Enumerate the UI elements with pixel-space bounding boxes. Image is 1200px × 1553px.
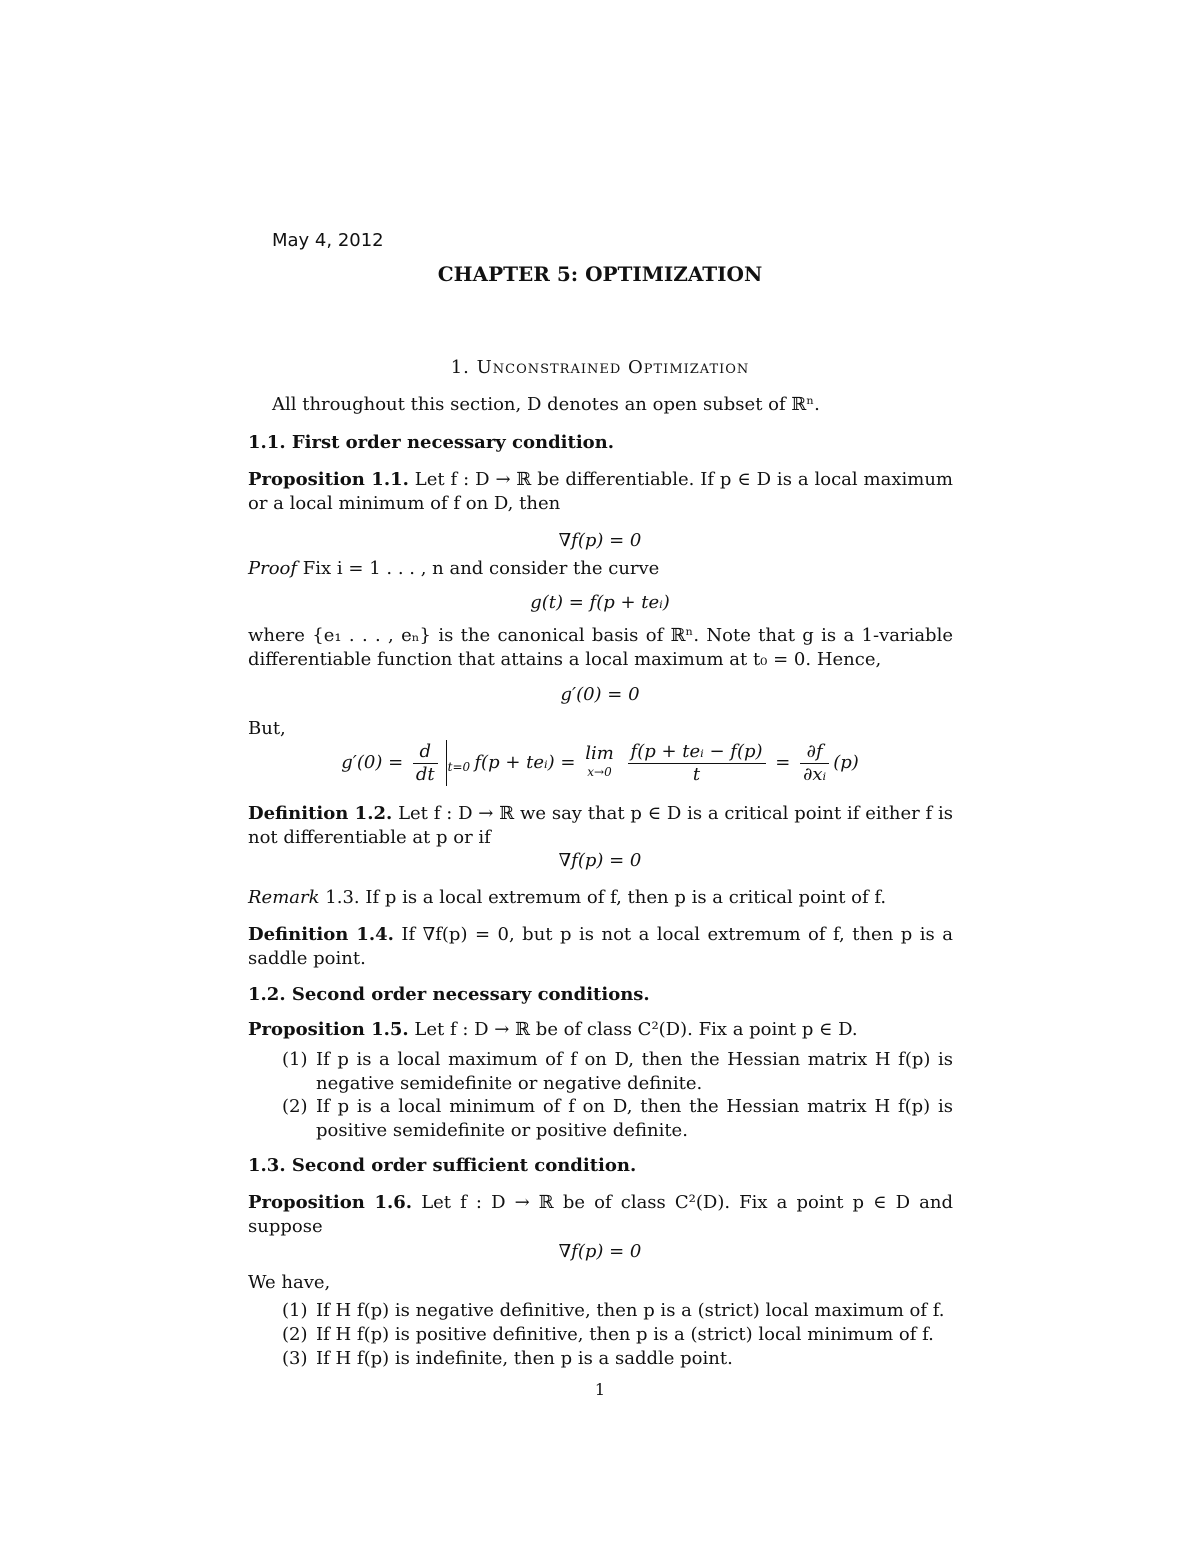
section-title: 1. Unconstrained Optimization [450, 357, 750, 378]
equation-gradient-zero: ∇f(p) = 0 [558, 530, 642, 551]
subsection-1-3: 1.3. Second order sufficient condition. [248, 1155, 637, 1176]
proof-label: Proof [248, 558, 298, 579]
subsection-1-2: 1.2. Second order necessary conditions. [248, 984, 650, 1005]
proposition-text: Let f : D → ℝ be of class C²(D). Fix a point p ∈ D and suppose [248, 1192, 953, 1237]
page-number: 1 [594, 1380, 606, 1399]
proposition-1-6 [248, 1191, 953, 1239]
proof-text: Fix i = 1 . . . , n and consider the curve [302, 558, 660, 579]
eq-limit [585, 745, 614, 781]
definition-label: Definition 1.2. [248, 803, 393, 824]
chapter-title: CHAPTER 5: OPTIMIZATION [437, 262, 763, 286]
eq-difference-quotient [628, 741, 766, 786]
list-item-number: (3) [282, 1348, 308, 1369]
eq-equals: = [775, 752, 791, 773]
eq-tail: (p) [833, 752, 859, 773]
list-item-number: (1) [282, 1300, 308, 1321]
remark-1-3 [248, 887, 886, 908]
definition-1-2 [248, 802, 953, 850]
proposition-1-5 [248, 1019, 858, 1040]
list-item-number: (2) [282, 1096, 308, 1117]
proposition-label: Proposition 1.1. [248, 469, 409, 490]
eq-partial-den: ∂xᵢ [803, 763, 827, 785]
equation-critical: ∇f(p) = 0 [558, 850, 642, 871]
list-item [282, 1299, 953, 1323]
list-item-text: If H f(p) is indefinite, then p is a saddle point. [316, 1348, 733, 1369]
equation-partial-derivative [0, 738, 1200, 788]
eq-dt: dt [415, 763, 435, 785]
proof-but: But, [248, 718, 286, 739]
proposition-label: Proposition 1.6. [248, 1192, 413, 1213]
proof-start [248, 558, 659, 579]
eq-partial-num: ∂f [800, 741, 829, 764]
eq-eval-bar [442, 740, 471, 786]
list-item [282, 1048, 953, 1096]
definition-label: Definition 1.4. [248, 924, 394, 945]
proposition-text: Let f : D → ℝ be of class C²(D). Fix a point p ∈ D. [414, 1019, 858, 1040]
equation-stationary: ∇f(p) = 0 [558, 1241, 642, 1262]
proof-where-text: where {e₁ . . . , eₙ} is the canonical basis of ℝⁿ. Note that g is a 1-variable differentiable function that attains a local maximum at t₀ = 0. Hence, [248, 625, 953, 670]
equation-curve: g(t) = f(p + teᵢ) [530, 592, 670, 613]
equation-derivative-zero: g′(0) = 0 [560, 684, 640, 705]
eq-mid: f(p + teᵢ) = [474, 752, 576, 773]
proposition-text: Let f : D → ℝ be differentiable. If p ∈ D is a local maximum or a local minimum of f on D, then [248, 469, 953, 514]
proposition-1-1 [248, 468, 953, 516]
list-item-text: If p is a local minimum of f on D, then the Hessian matrix H f(p) is positive semidefinite or positive definite. [316, 1096, 953, 1141]
list-item [282, 1347, 953, 1371]
eq-d-dt-fraction [413, 741, 438, 786]
remark-text: 1.3. If p is a local extremum of f, then p is a critical point of f. [325, 887, 887, 908]
intro-text: All throughout this section, D denotes an open subset of ℝⁿ. [272, 394, 820, 415]
list-item [282, 1323, 953, 1347]
list-item-text: If H f(p) is positive definitive, then p is a (strict) local minimum of f. [316, 1324, 934, 1345]
eq-partial-fraction [800, 741, 829, 786]
proposition-label: Proposition 1.5. [248, 1019, 409, 1040]
eq-lhs: g′(0) = [341, 752, 404, 773]
remark-label: Remark [248, 887, 320, 908]
definition-1-4 [248, 923, 953, 971]
eq-dq-den: t [692, 763, 701, 785]
eq-d: d [413, 741, 438, 764]
eq-lim-sub: x→0 [587, 765, 612, 779]
document-date: May 4, 2012 [272, 230, 384, 251]
eq-lim-word: lim [585, 743, 614, 764]
eq-dq-num: f(p + teᵢ − f(p) [628, 741, 766, 764]
list-item-number: (2) [282, 1324, 308, 1345]
eq-eval-sub: t=0 [447, 760, 471, 774]
list-item-number: (1) [282, 1049, 308, 1070]
list-item [282, 1095, 953, 1143]
list-item-text: If H f(p) is negative definitive, then p is a (strict) local maximum of f. [316, 1300, 945, 1321]
we-have-text: We have, [248, 1272, 331, 1293]
definition-text: Let f : D → ℝ we say that p ∈ D is a critical point if either f is not differentiable at p or if [248, 803, 953, 848]
definition-text: If ∇f(p) = 0, but p is not a local extremum of f, then p is a saddle point. [248, 924, 953, 969]
subsection-1-1: 1.1. First order necessary condition. [248, 432, 615, 453]
list-item-text: If p is a local maximum of f on D, then the Hessian matrix H f(p) is negative semidefinite or negative definite. [316, 1049, 953, 1094]
